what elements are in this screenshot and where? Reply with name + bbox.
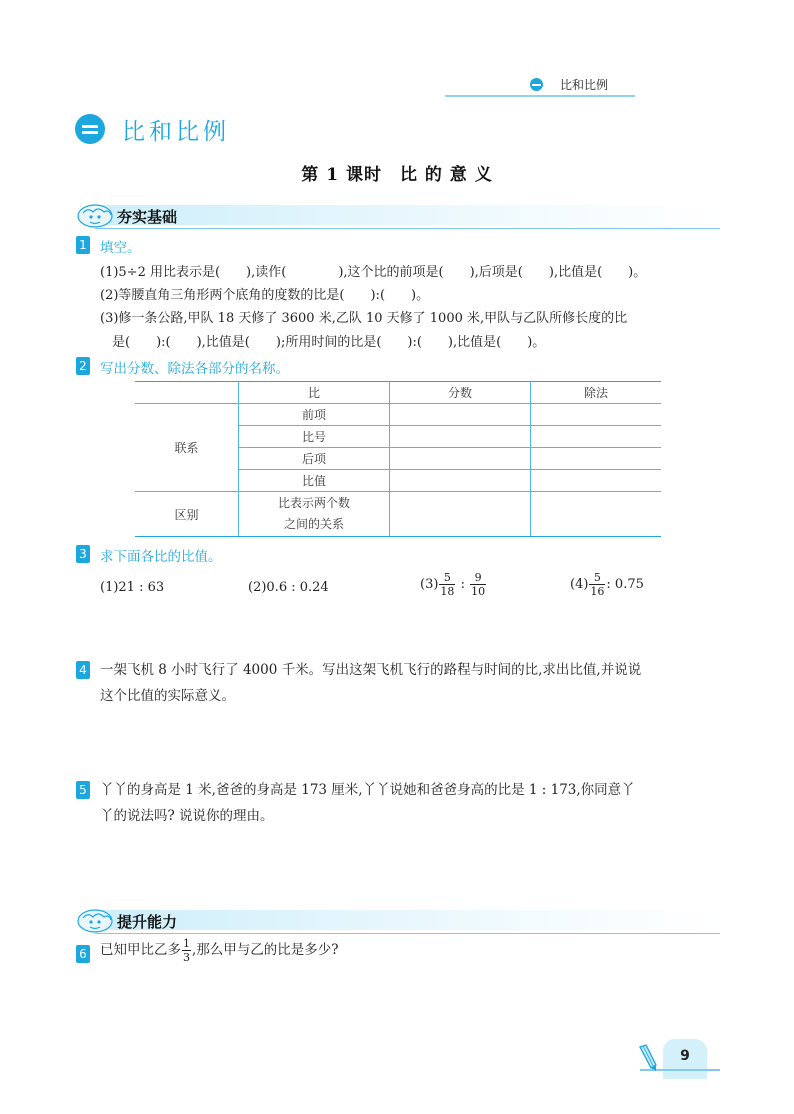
mascot-icon xyxy=(75,906,117,934)
answer-cell[interactable] xyxy=(531,404,662,426)
table-header-row xyxy=(135,382,661,404)
banner-underline xyxy=(95,228,720,230)
fraction-denominator: 16 xyxy=(590,585,605,598)
unit-number-icon xyxy=(75,114,105,144)
lesson-title: 第 1 课时 比 的 意 义 xyxy=(301,165,493,185)
table-cell: 后项 xyxy=(239,448,390,470)
answer-cell[interactable] xyxy=(531,448,662,470)
section-banner-advance xyxy=(75,906,720,936)
question-line: 是( ):( ),比值是( );所用时间的比是( ):( ),比值是( )。 xyxy=(112,335,546,350)
fraction xyxy=(439,571,455,598)
question-line: 丫的说法吗? 说说你的理由。 xyxy=(100,808,274,824)
question-text-prefix: 已知甲比乙多 xyxy=(100,942,181,958)
question-line: 一架飞机 8 小时飞行了 4000 千米。写出这架飞机飞行的路程与时间的比,求出比值,并说说 xyxy=(100,662,642,678)
question-number: 2 xyxy=(76,357,90,375)
answer-cell[interactable] xyxy=(390,426,531,448)
answer-cell[interactable] xyxy=(390,448,531,470)
question-title: 写出分数、除法各部分的名称。 xyxy=(100,361,289,377)
banner-band xyxy=(95,910,720,930)
table-header-cell xyxy=(135,382,239,404)
ratio-sign: : xyxy=(460,577,465,592)
fraction-denominator: 18 xyxy=(440,585,455,598)
item-suffix: : 0.75 xyxy=(606,577,644,592)
question-number: 5 xyxy=(76,781,90,799)
question-number: 4 xyxy=(76,661,90,679)
fraction-numerator: 1 xyxy=(183,937,190,950)
table-cell xyxy=(239,492,390,537)
question-line: (2)等腰直角三角形两个底角的度数的比是( ):( )。 xyxy=(100,288,430,303)
question-title: 填空。 xyxy=(100,240,141,256)
page-number: 9 xyxy=(680,1048,690,1064)
table-cell-line: 比表示两个数 xyxy=(277,496,350,510)
table-cell: 前项 xyxy=(239,404,390,426)
header-chapter-title: 比和比例 xyxy=(560,78,609,92)
fraction xyxy=(182,937,191,964)
table-cell-line: 之间的关系 xyxy=(283,517,344,531)
ratio-item: (2)0.6 : 0.24 xyxy=(248,580,329,595)
banner-underline xyxy=(95,933,720,935)
question-text xyxy=(100,657,641,709)
fraction-numerator: 5 xyxy=(589,571,605,585)
banner-band xyxy=(95,205,720,225)
answer-cell[interactable] xyxy=(531,426,662,448)
question-number: 3 xyxy=(76,545,90,563)
section-banner-basic xyxy=(75,201,720,231)
question-line: 这个比值的实际意义。 xyxy=(100,688,235,704)
fraction-denominator: 3 xyxy=(183,951,190,964)
table-cell: 比值 xyxy=(239,470,390,492)
pencil-icon xyxy=(636,1043,660,1073)
table-group-cell: 区别 xyxy=(135,492,239,537)
answer-cell[interactable] xyxy=(390,470,531,492)
header-rule xyxy=(445,95,635,97)
answer-cell[interactable] xyxy=(531,492,662,537)
question-line: (3)修一条公路,甲队 18 天修了 3600 米,乙队 10 天修了 1000 米,甲队与乙队所修长度的比 xyxy=(100,311,628,326)
fraction-denominator: 10 xyxy=(471,585,486,598)
answer-cell[interactable] xyxy=(390,492,531,537)
table-header-cell: 分数 xyxy=(390,382,531,404)
fraction xyxy=(470,571,486,598)
question-text-suffix: ,那么甲与乙的比是多少? xyxy=(192,942,339,958)
question-number: 6 xyxy=(76,945,90,963)
question-line: 丫丫的身高是 1 米,爸爸的身高是 173 厘米,丫丫说她和爸爸身高的比是 1 : 173,你同意丫 xyxy=(100,782,635,798)
question-line: (1)5÷2 用比表示是( ),读作( ),这个比的前项是( ),后项是( ),比值是( )。 xyxy=(100,265,647,280)
chapter-icon xyxy=(530,78,543,91)
table-header-cell: 除法 xyxy=(531,382,662,404)
table-row xyxy=(135,492,661,537)
answer-cell[interactable] xyxy=(390,404,531,426)
unit-title: 比和比例 xyxy=(122,119,230,145)
fraction xyxy=(589,571,605,598)
answer-cell[interactable] xyxy=(531,470,662,492)
question-text xyxy=(100,937,339,964)
ratio-item xyxy=(420,571,487,598)
fraction-numerator: 5 xyxy=(439,571,455,585)
item-prefix: (4) xyxy=(570,577,589,592)
question-number: 1 xyxy=(76,236,90,254)
mascot-icon xyxy=(75,201,117,229)
table-header-cell: 比 xyxy=(239,382,390,404)
table-group-cell: 联系 xyxy=(135,404,239,492)
question-title: 求下面各比的比值。 xyxy=(100,549,222,565)
ratio-item xyxy=(570,571,644,598)
section-title: 夯实基础 xyxy=(117,208,178,226)
ratio-item: (1)21 : 63 xyxy=(100,580,165,595)
table-row xyxy=(135,404,661,426)
fraction-numerator: 9 xyxy=(470,571,486,585)
question-text xyxy=(100,777,635,829)
section-title: 提升能力 xyxy=(117,913,178,931)
parts-table xyxy=(135,381,661,537)
item-prefix: (3) xyxy=(420,577,439,592)
table-cell: 比号 xyxy=(239,426,390,448)
